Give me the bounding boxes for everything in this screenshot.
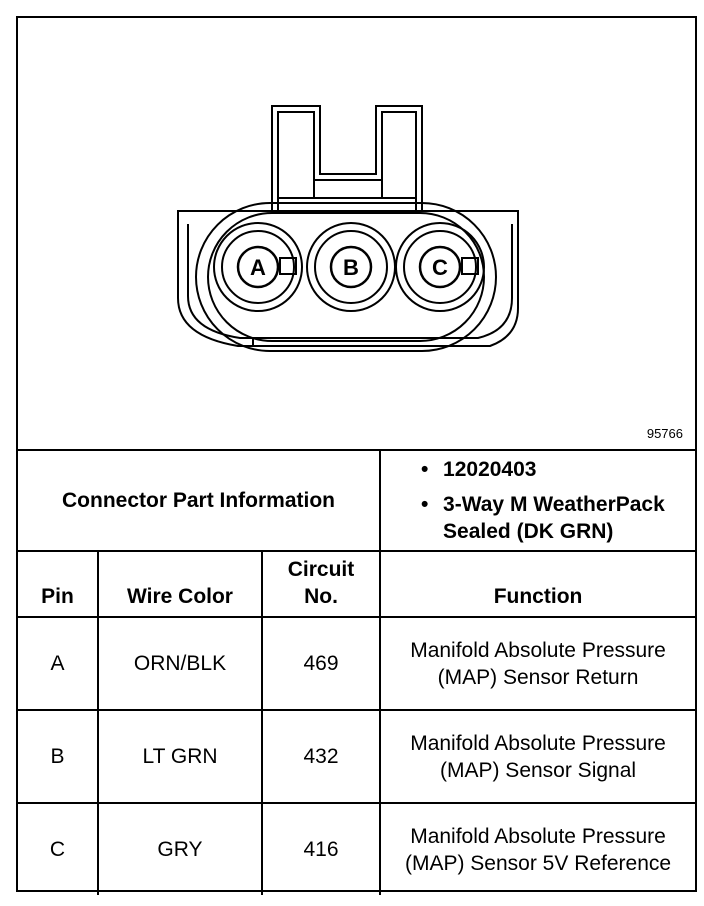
connector-latch — [272, 106, 422, 211]
connector-table — [18, 449, 695, 895]
wire-color-cell: GRY — [98, 803, 262, 895]
pin-cell: B — [18, 710, 98, 803]
figure-id: 95766 — [646, 426, 683, 441]
connector-figure — [18, 18, 695, 449]
table-row — [18, 710, 695, 803]
header-circuit: Circuit No. — [262, 551, 380, 617]
circuit-cell: 469 — [262, 617, 380, 710]
circuit-cell: 432 — [262, 710, 380, 803]
table-row — [18, 617, 695, 710]
circuit-cell: 416 — [262, 803, 380, 895]
connector-info-label: Connector Part Information — [18, 450, 380, 551]
connector-part-number: • 12020403 — [421, 456, 689, 483]
connector-info-list — [380, 450, 695, 551]
table-row — [18, 803, 695, 895]
pin-label-c: C — [432, 255, 448, 280]
header-pin: Pin — [18, 551, 98, 617]
connector-description: • 3-Way M WeatherPack Sealed (DK GRN) — [421, 491, 689, 545]
column-header-row — [18, 551, 695, 617]
function-cell: Manifold Absolute Pressure (MAP) Sensor Signal — [380, 710, 695, 803]
header-function: Function — [380, 551, 695, 617]
header-wire-color: Wire Color — [98, 551, 262, 617]
diagram-frame — [16, 16, 697, 892]
wire-color-cell: LT GRN — [98, 710, 262, 803]
connector-drawing — [18, 18, 695, 449]
pin-label-b: B — [343, 255, 359, 280]
wire-color-cell: ORN/BLK — [98, 617, 262, 710]
function-cell: Manifold Absolute Pressure (MAP) Sensor Return — [380, 617, 695, 710]
connector-info-row — [18, 450, 695, 551]
function-cell: Manifold Absolute Pressure (MAP) Sensor 5V Reference — [380, 803, 695, 895]
pin-cell: A — [18, 617, 98, 710]
pin-label-a: A — [250, 255, 266, 280]
pin-cell: C — [18, 803, 98, 895]
